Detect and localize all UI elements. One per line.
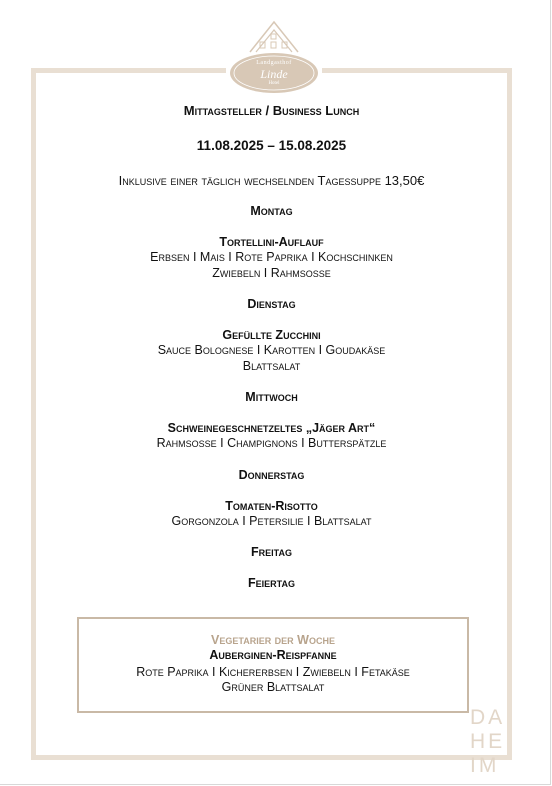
dish-sides: Zwiebeln I Rahmsoße [212, 266, 331, 280]
holiday-note: Feiertag [248, 576, 295, 590]
logo-subtitle-top: Landgasthof [256, 60, 292, 66]
menu-title: Mittagsteller / Business Lunch [183, 103, 360, 118]
day-heading: Mittwoch [245, 390, 298, 404]
restaurant-logo [226, 16, 322, 96]
dish-name: Tortellini-Auflauf [219, 235, 324, 249]
dish-sides: Sauce Bolognese I Karotten I Goudakäse [157, 343, 386, 357]
day-heading: Freitag [251, 545, 292, 559]
watermark-line: HE [470, 730, 506, 753]
dish-name: Gefüllte Zucchini [222, 328, 321, 342]
day-heading: Donnerstag [238, 468, 305, 482]
logo-subtitle-bottom: Hotel [268, 81, 280, 86]
dish-sides: Erbsen I Mais I Rote Paprika I Kochschinken [150, 250, 393, 264]
dish-name: Schweinegeschnetzeltes „Jäger Art“ [167, 421, 376, 435]
menu-includes-note: Inklusive einer täglich wechselnden Tagessuppe 13,50€ [118, 173, 425, 188]
watermark-line: DA [470, 706, 506, 729]
dish-sides: Rahmsoße I Champignons I Butterspätzle [156, 436, 387, 450]
vegetarian-sides: Grüner Blattsalat [221, 680, 325, 694]
day-heading: Montag [250, 204, 293, 218]
vegetarian-dish: Auberginen-Reispfanne [209, 648, 337, 662]
dish-name: Tomaten-Risotto [225, 499, 318, 513]
vegetarian-box [77, 617, 469, 713]
logo-name: Linde [260, 67, 288, 81]
menu-dates: 11.08.2025 – 15.08.2025 [196, 138, 347, 153]
watermark-line: IM [470, 754, 500, 777]
dish-sides: Gorgonzola I Petersilie I Blattsalat [171, 514, 372, 528]
vegetarian-sides: Rote Paprika I Kichererbsen I Zwiebeln I Fetakäse [136, 665, 410, 679]
day-heading: Dienstag [247, 297, 296, 311]
vegetarian-heading: Vegetarier der Woche [211, 633, 335, 647]
dish-sides: Blattsalat [242, 359, 301, 373]
daheim-watermark [470, 706, 510, 778]
